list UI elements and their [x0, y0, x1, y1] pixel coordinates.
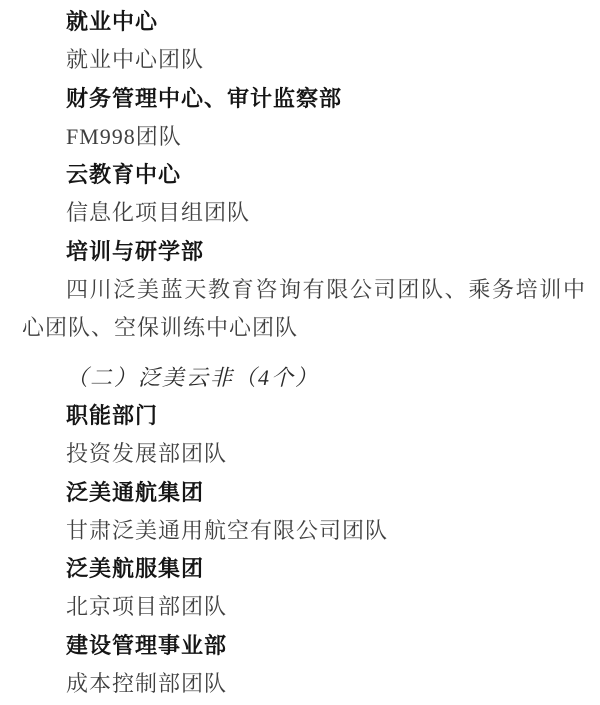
team-list-line: 北京项目部团队: [66, 594, 228, 620]
org-name-heading: 财务管理中心、审计监察部: [66, 85, 343, 111]
section-heading: （二）泛美云非（4个）: [66, 364, 320, 390]
team-list-line: 投资发展部团队: [66, 441, 228, 467]
org-name-heading: 职能部门: [66, 402, 159, 428]
team-list-line: 信息化项目组团队: [66, 200, 251, 226]
org-name-heading: 云教育中心: [66, 162, 182, 188]
org-name-heading: 培训与研学部: [66, 238, 205, 264]
org-name-heading: 泛美通航集团: [66, 479, 205, 505]
team-list-line: FM998团队: [66, 123, 182, 149]
org-name-heading: 就业中心: [66, 9, 159, 34]
team-list-line: 甘肃泛美通用航空有限公司团队: [66, 517, 389, 543]
team-list-line: 成本控制部团队: [66, 671, 228, 697]
org-name-heading: 建设管理事业部: [66, 632, 228, 658]
team-list-line: 四川泛美蓝天教育咨询有限公司团队、乘务培训中心团队、空保训练中心团队: [22, 277, 586, 341]
team-list-line: 就业中心团队: [66, 47, 205, 73]
org-name-heading: 泛美航服集团: [66, 556, 205, 582]
